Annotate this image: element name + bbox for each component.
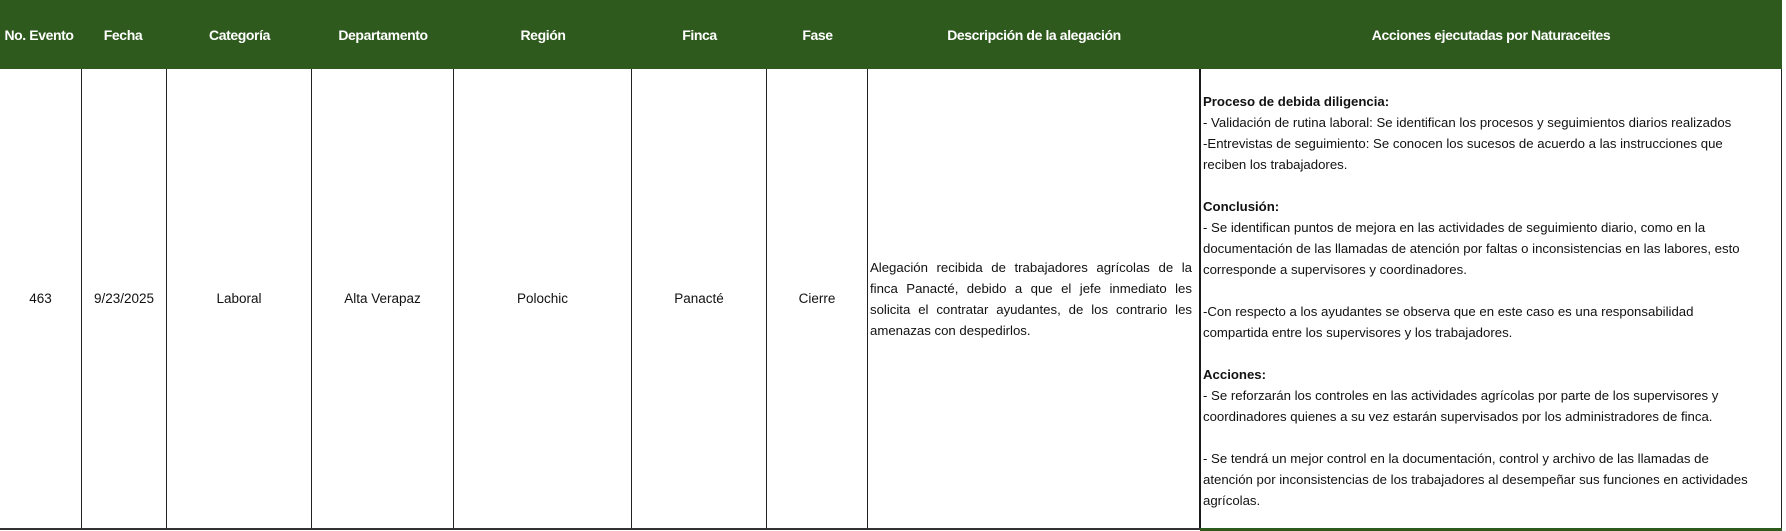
header-acciones[interactable]: Acciones ejecutadas por Naturaceites	[1371, 26, 1611, 43]
diligencia-item: - Validación de rutina laboral: Se identifican los procesos y seguimientos diarios realizados	[1203, 115, 1732, 130]
conclusion-item: documentación de las llamadas de atención por faltas o inconsistencias en las labores, esto	[1203, 241, 1740, 256]
spacer	[1203, 427, 1777, 448]
diligencia-heading: Proceso de debida diligencia:	[1203, 94, 1390, 109]
conclusion-item: -Con respecto a los ayudantes se observa que en este caso es una responsabilidad	[1203, 304, 1694, 319]
header-finca[interactable]: Finca	[682, 26, 717, 43]
acciones-item: - Se tendrá un mejor control en la documentación, control y archivo de las llamadas de	[1203, 451, 1709, 466]
header-departamento[interactable]: Departamento	[338, 26, 428, 43]
acciones-item: coordinadores quienes a su vez estarán supervisados por los administradores de finca.	[1203, 409, 1713, 424]
spacer	[1203, 343, 1777, 364]
cell-departamento[interactable]: Alta Verapaz	[344, 291, 421, 306]
spacer	[1203, 175, 1777, 196]
header-no-evento[interactable]: No. Evento	[4, 26, 74, 43]
acciones-item: - Se reforzarán los controles en las actividades agrícolas por parte de los supervisores y	[1203, 388, 1719, 403]
diligencia-item: reciben los trabajadores.	[1203, 157, 1348, 172]
acciones-item: agrícolas.	[1203, 493, 1261, 508]
acciones-heading: Acciones:	[1203, 367, 1267, 382]
header-descripcion[interactable]: Descripción de la alegación	[947, 26, 1121, 43]
cell-region[interactable]: Polochic	[516, 291, 569, 306]
cell-fecha[interactable]: 9/23/2025	[93, 291, 155, 306]
spacer	[1203, 280, 1777, 301]
header-region[interactable]: Región	[520, 26, 566, 43]
cell-acciones[interactable]	[1201, 69, 1779, 528]
descripcion-text: Alegación recibida de trabajadores agrícolas de la finca Panacté, debido a que el jefe inmediato les solicita el contratar ayudantes, de los contrario les amenazas con despedirlos.	[870, 259, 1192, 338]
cell-categoria[interactable]: Laboral	[216, 291, 262, 306]
header-fecha[interactable]: Fecha	[103, 26, 143, 43]
cell-fase[interactable]: Cierre	[798, 291, 836, 306]
conclusion-item: compartida entre los supervisores y los trabajadores.	[1203, 325, 1513, 340]
header-categoria[interactable]: Categoría	[209, 26, 270, 43]
cell-descripcion[interactable]	[868, 69, 1194, 528]
cell-no-evento[interactable]: 463	[29, 291, 52, 306]
acciones-item: atención por inconsistencias de los trabajadores al desempeñar sus funciones en actividades	[1203, 472, 1748, 487]
conclusion-item: corresponde a supervisores y coordinadores.	[1203, 262, 1467, 277]
conclusion-heading: Conclusión:	[1203, 199, 1280, 214]
diligencia-item: -Entrevistas de seguimiento: Se conocen los sucesos de acuerdo a las instrucciones que	[1203, 136, 1723, 151]
column-divider	[1781, 69, 1782, 530]
table-header-row	[0, 0, 1782, 70]
conclusion-item: - Se identifican puntos de mejora en las actividades de seguimiento diario, como en la	[1203, 220, 1706, 235]
cell-finca[interactable]: Panacté	[674, 291, 724, 306]
header-fase[interactable]: Fase	[802, 26, 833, 43]
